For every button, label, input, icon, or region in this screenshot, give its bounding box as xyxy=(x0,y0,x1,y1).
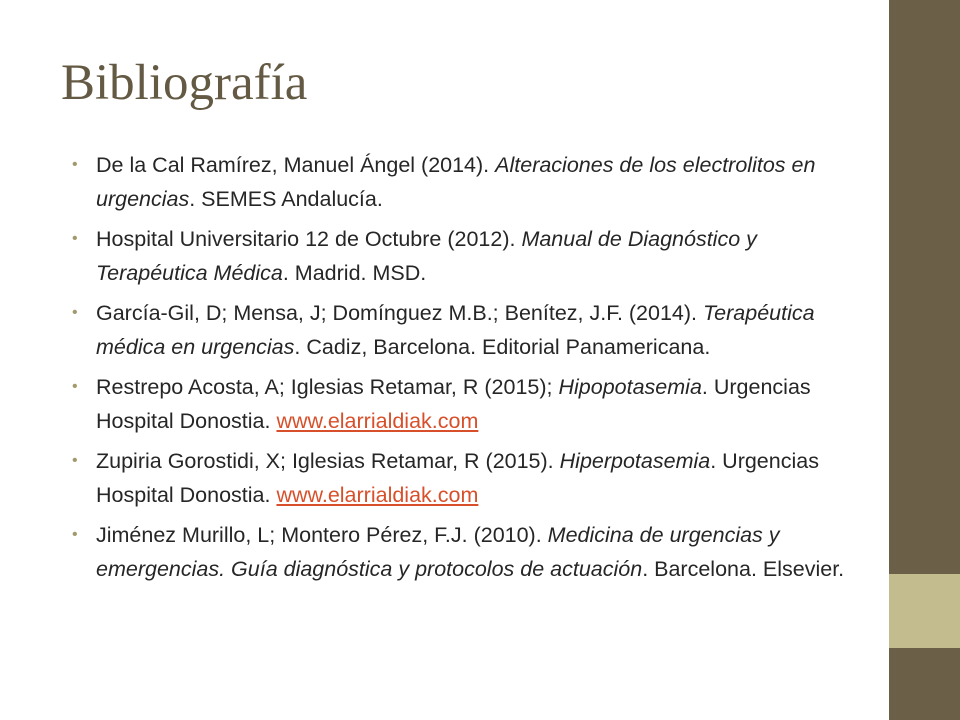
reference-item xyxy=(72,222,862,290)
side-band-middle xyxy=(889,574,960,648)
bullet-icon: • xyxy=(72,156,78,173)
reference-text: . Urgencias Hospital Donostia. xyxy=(96,449,819,507)
reference-text: . Madrid. MSD. xyxy=(282,261,427,285)
side-band-top xyxy=(889,0,960,574)
reference-title: Manual de Diagnóstico y Terapéutica Médica xyxy=(96,227,757,285)
reference-title: Hipopotasemia xyxy=(558,375,702,399)
reference-title: Medicina de urgencias y emergencias. Guía diagnóstica y protocolos de actuación xyxy=(96,523,780,581)
bullet-icon: • xyxy=(72,452,78,469)
bullet-icon: • xyxy=(72,230,78,247)
reference-item xyxy=(72,296,862,364)
reference-item xyxy=(72,370,862,438)
bullet-icon: • xyxy=(72,526,78,543)
reference-text: Hospital Universitario 12 de Octubre (2012). xyxy=(96,227,522,251)
reference-item xyxy=(72,148,862,216)
reference-item xyxy=(72,444,862,512)
reference-text: Jiménez Murillo, L; Montero Pérez, F.J. (2010). xyxy=(96,523,548,547)
side-band-bottom xyxy=(889,648,960,720)
bullet-icon: • xyxy=(72,304,78,321)
slide-title: Bibliografía xyxy=(61,55,308,111)
reference-link[interactable]: www.elarrialdiak.com xyxy=(276,483,479,507)
reference-list xyxy=(72,148,862,592)
reference-item xyxy=(72,518,862,586)
reference-text: . Barcelona. Elsevier. xyxy=(642,557,845,581)
reference-text: De la Cal Ramírez, Manuel Ángel (2014). xyxy=(96,153,496,177)
reference-title: Alteraciones de los electrolitos en urgencias xyxy=(96,153,816,211)
reference-title: Hiperpotasemia xyxy=(559,449,711,473)
reference-link[interactable]: www.elarrialdiak.com xyxy=(276,409,479,433)
reference-text: Zupiria Gorostidi, X; Iglesias Retamar, R (2015). xyxy=(96,449,560,473)
reference-text: García-Gil, D; Mensa, J; Domínguez M.B.; Benítez, J.F. (2014). xyxy=(96,301,703,325)
reference-text: . Cadiz, Barcelona. Editorial Panamericana. xyxy=(294,335,711,359)
reference-text: . Urgencias Hospital Donostia. xyxy=(96,375,811,433)
reference-title: Terapéutica médica en urgencias xyxy=(96,301,815,359)
reference-text: Restrepo Acosta, A; Iglesias Retamar, R (2015); xyxy=(96,375,559,399)
bullet-icon: • xyxy=(72,378,78,395)
reference-text: . SEMES Andalucía. xyxy=(189,187,383,211)
